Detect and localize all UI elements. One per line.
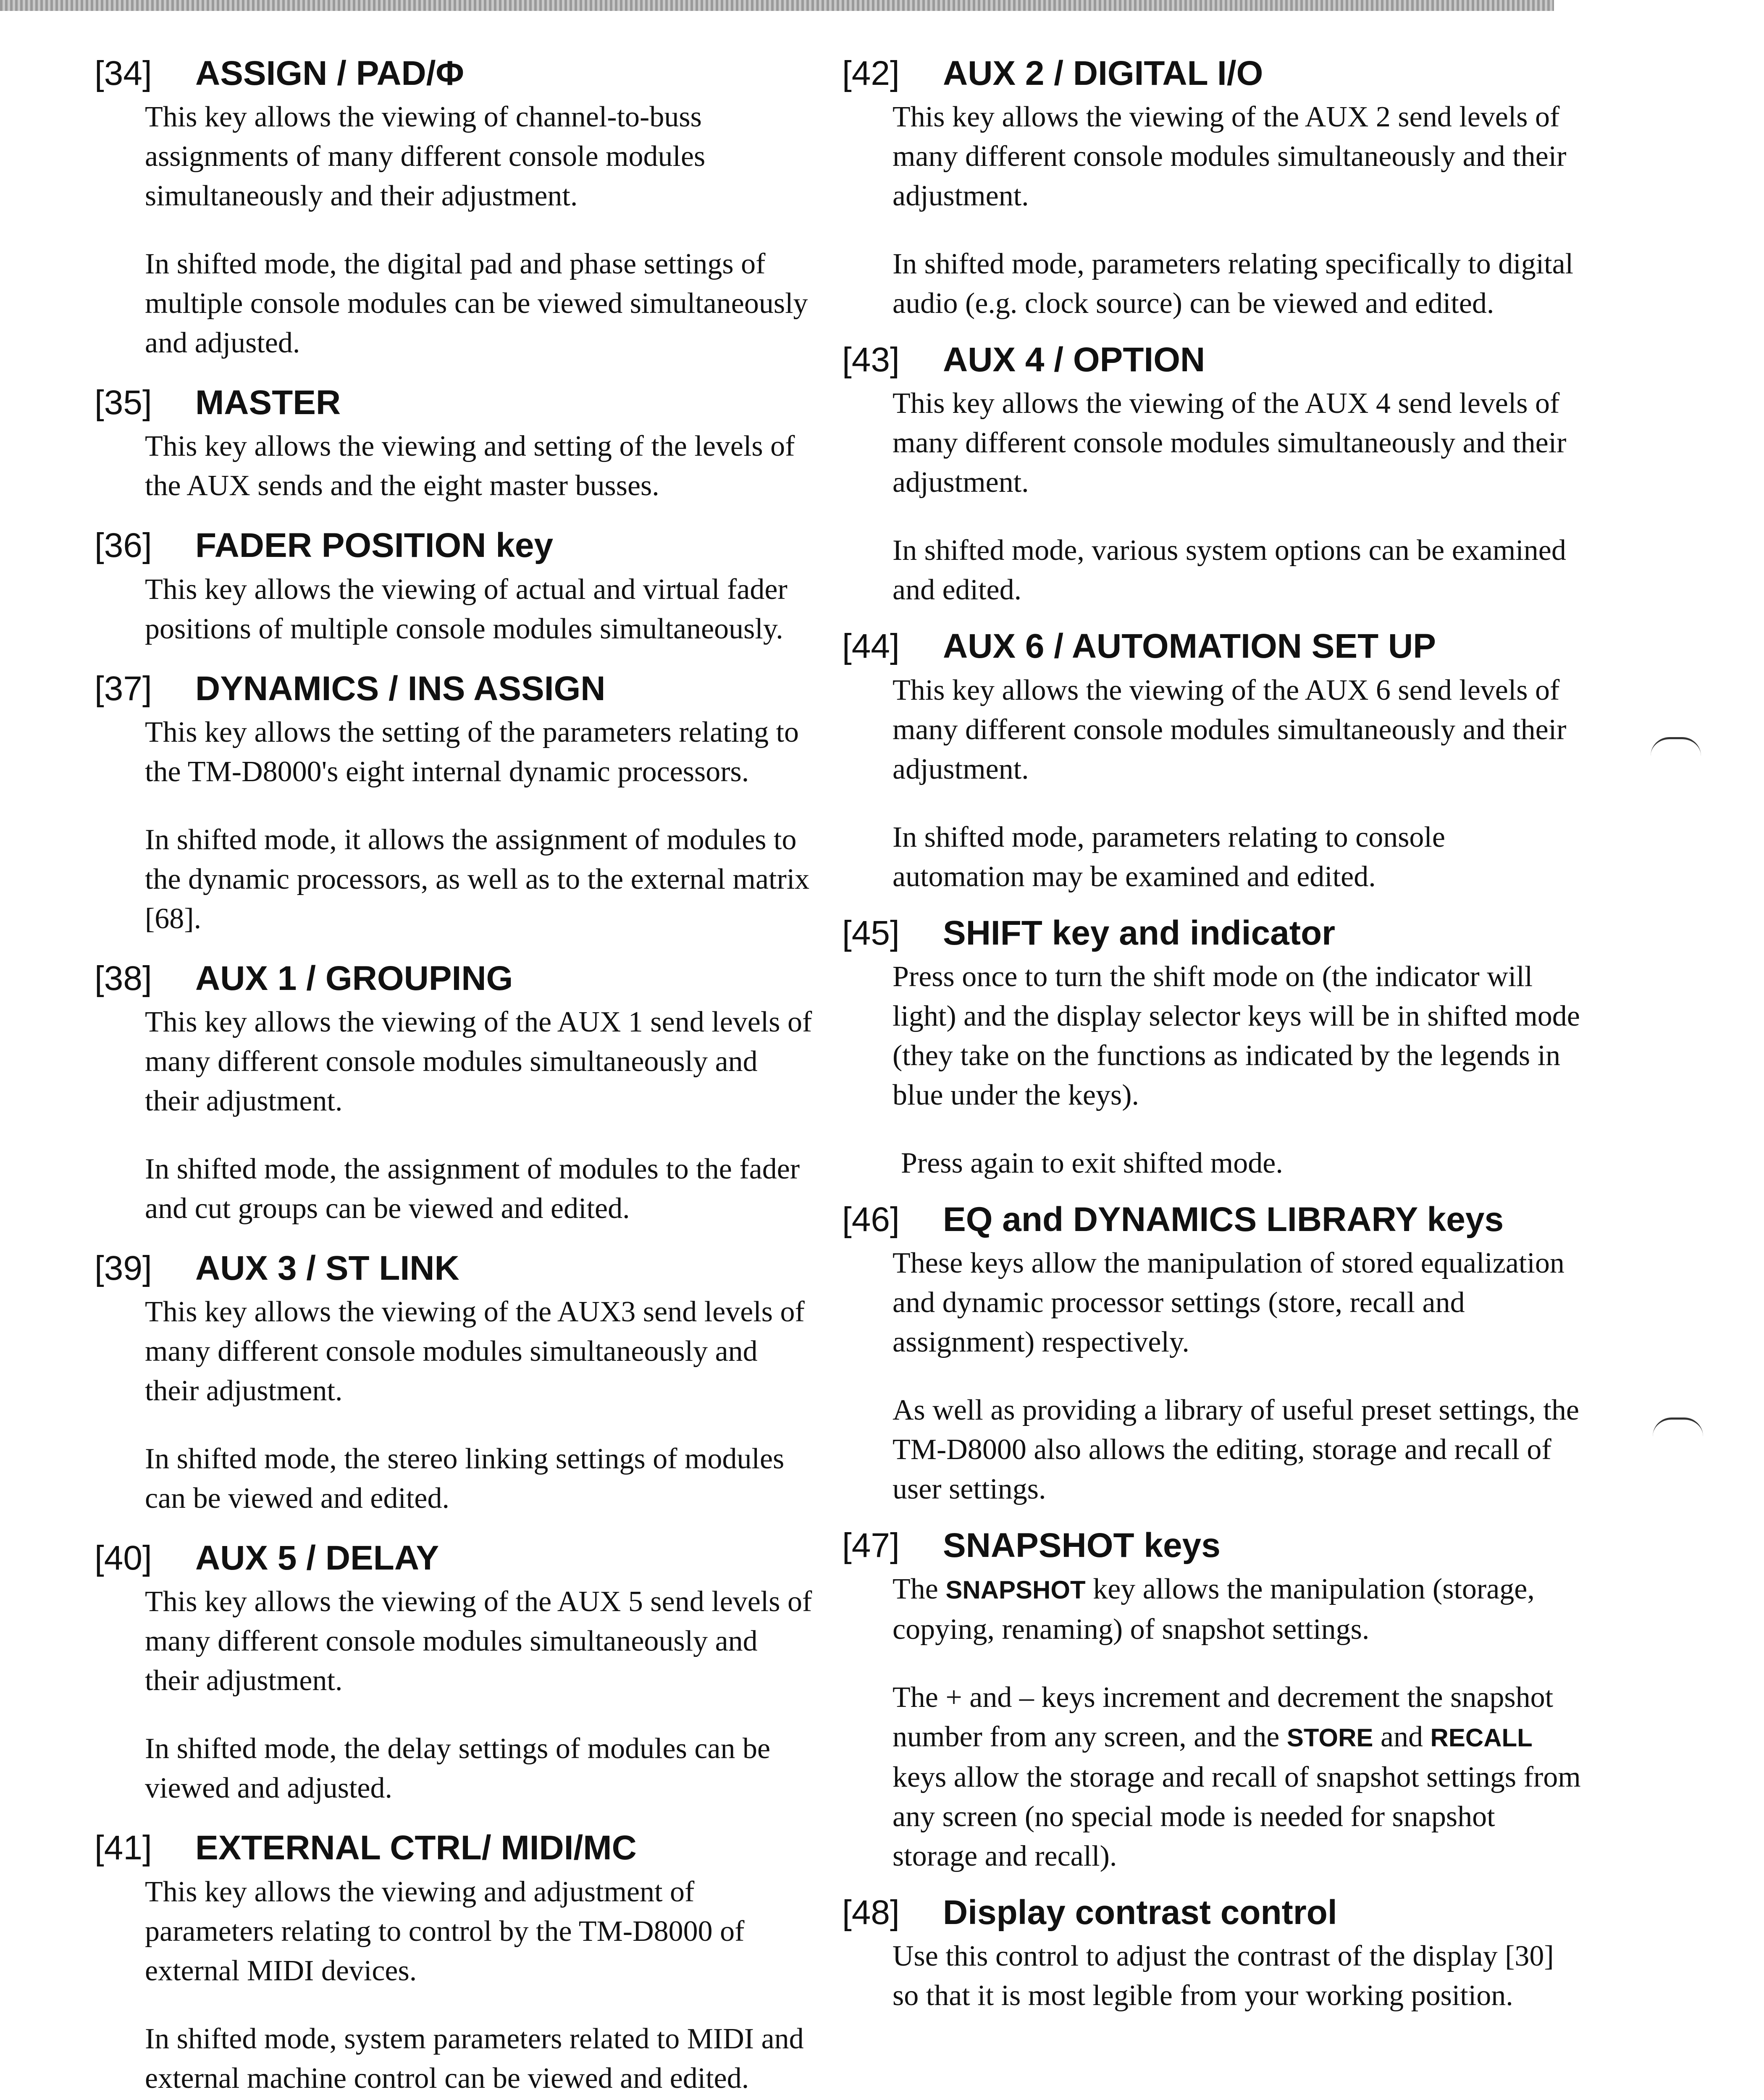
section-number: [34] — [94, 54, 152, 92]
section-heading — [94, 1250, 817, 1287]
section-number: [46] — [842, 1200, 900, 1239]
text-run: keys allow the storage and recall of snapshot settings from any screen (no special mode is needed for snapshot storage and recall). — [892, 1761, 1581, 1873]
section-37 — [94, 670, 817, 939]
section-40 — [94, 1539, 817, 1808]
section-48 — [842, 1894, 1581, 2016]
section-35 — [94, 384, 817, 506]
paragraph: In shifted mode, various system options can be examined and edited. — [892, 534, 1566, 606]
section-41 — [94, 1829, 817, 2098]
text-run: key allows the manipulation (storage, copying, renaming) of snapshot settings. — [892, 1573, 1535, 1646]
section-36 — [94, 527, 817, 648]
section-title: SNAPSHOT keys — [943, 1526, 1221, 1564]
paragraph: This key allows the setting of the parameters relating to the TM-D8000's eight internal dynamic processors. — [145, 716, 799, 788]
section-heading — [842, 627, 1581, 665]
paragraph: This key allows the viewing of the AUX 2 send levels of many different console modules simultaneously and their adjustment. — [892, 101, 1567, 213]
paragraph: In shifted mode, it allows the assignment of modules to the dynamic processors, as well as to the external matrix [68]. — [145, 823, 810, 935]
section-heading — [94, 55, 817, 92]
paragraph: This key allows the viewing of the AUX 4 send levels of many different console modules simultaneously and their adjustment. — [892, 387, 1567, 499]
section-number: [45] — [842, 914, 900, 952]
section-title: EQ and DYNAMICS LIBRARY keys — [943, 1200, 1504, 1239]
section-title: Display contrast control — [943, 1893, 1337, 1932]
section-heading — [842, 55, 1581, 92]
section-number: [38] — [94, 959, 152, 998]
section-heading — [842, 1527, 1581, 1564]
section-heading — [94, 1539, 817, 1577]
paragraph: This key allows the viewing and adjustment of parameters relating to control by the TM-D8000 of external MIDI devices. — [145, 1875, 745, 1987]
text-run: and — [1373, 1721, 1431, 1754]
section-title: FADER POSITION key — [195, 526, 554, 565]
section-number: [37] — [94, 669, 152, 708]
section-42 — [842, 55, 1581, 323]
top-scan-border — [0, 0, 1554, 11]
section-title: MASTER — [195, 383, 341, 422]
paragraph: This key allows the viewing of channel-to-buss assignments of many different console modules simultaneously and their adjustment. — [145, 101, 706, 213]
section-heading — [94, 384, 817, 422]
paragraph: These keys allow the manipulation of stored equalization and dynamic processor settings (store, recall and assignment) respectively. — [892, 1247, 1564, 1358]
section-title: SHIFT key and indicator — [943, 914, 1336, 952]
section-number: [41] — [94, 1829, 152, 1867]
paragraph: In shifted mode, the digital pad and phase settings of multiple console modules can be viewed simultaneously and adjusted. — [145, 248, 808, 360]
paragraph: Use this control to adjust the contrast of the display [30] so that it is most legible from your working position. — [892, 1940, 1554, 2012]
section-39 — [94, 1250, 817, 1518]
section-title: ASSIGN / PAD/Φ — [195, 54, 464, 92]
section-title: AUX 3 / ST LINK — [195, 1249, 459, 1287]
paragraph: This key allows the viewing of the AUX3 send levels of many different console modules simultaneously and their adjustment. — [145, 1296, 805, 1407]
section-title: AUX 1 / GROUPING — [195, 959, 513, 998]
section-heading — [842, 1894, 1581, 1932]
section-heading — [842, 341, 1581, 379]
section-45 — [842, 914, 1581, 1183]
section-number: [42] — [842, 54, 900, 92]
paragraph: In shifted mode, parameters relating specifically to digital audio (e.g. clock source) can be viewed and edited. — [892, 248, 1574, 320]
paragraph: In shifted mode, the assignment of modules to the fader and cut groups can be viewed and edited. — [145, 1152, 800, 1225]
paragraph: This key allows the viewing and setting of the levels of the AUX sends and the eight master busses. — [145, 430, 795, 502]
section-number: [47] — [842, 1526, 900, 1564]
section-number: [36] — [94, 526, 152, 565]
text-run: The + and – keys increment and decrement the snapshot number from any screen, and the — [892, 1681, 1554, 1754]
section-number: [43] — [842, 341, 900, 379]
right-column — [842, 55, 1581, 2033]
section-heading — [842, 1201, 1581, 1239]
section-number: [35] — [94, 383, 152, 422]
key-name: RECALL — [1430, 1724, 1533, 1752]
paragraph: Press once to turn the shift mode on (the indicator will light) and the display selector keys will be in shifted mode (they take on the functions as indicated by the legends in blue under the keys). — [892, 960, 1580, 1111]
text-run: The — [892, 1573, 946, 1606]
section-title: AUX 5 / DELAY — [195, 1539, 439, 1578]
section-number: [40] — [94, 1539, 152, 1578]
section-heading — [842, 914, 1581, 952]
section-38 — [94, 960, 817, 1228]
section-heading — [94, 1829, 817, 1867]
paragraph: In shifted mode, the stereo linking settings of modules can be viewed and edited. — [145, 1443, 785, 1515]
paragraph: This key allows the viewing of actual and virtual fader positions of multiple console modules simultaneously. — [145, 573, 788, 645]
section-title: EXTERNAL CTRL/ MIDI/MC — [195, 1829, 637, 1867]
section-34 — [94, 55, 817, 363]
section-44 — [842, 627, 1581, 896]
key-name: SNAPSHOT — [945, 1576, 1086, 1604]
paragraph: Press again to exit shifted mode. — [901, 1147, 1283, 1179]
left-column — [94, 55, 817, 2100]
paragraph — [892, 1678, 1581, 1876]
section-heading — [94, 960, 817, 998]
key-name: STORE — [1286, 1724, 1373, 1752]
section-heading — [94, 670, 817, 708]
paragraph: This key allows the viewing of the AUX 6 send levels of many different console modules simultaneously and their adjustment. — [892, 674, 1567, 785]
section-43 — [842, 341, 1581, 610]
margin-binding-mark — [1651, 737, 1701, 756]
paragraph: This key allows the viewing of the AUX 1 send levels of many different console modules simultaneously and their adjustment. — [145, 1005, 812, 1117]
paragraph: In shifted mode, system parameters related to MIDI and external machine control can be viewed and edited. — [145, 2022, 804, 2095]
section-title: AUX 6 / AUTOMATION SET UP — [943, 627, 1436, 666]
paragraph: As well as providing a library of useful preset settings, the TM-D8000 also allows the editing, storage and recall of user settings. — [892, 1394, 1579, 1505]
section-title: AUX 4 / OPTION — [943, 341, 1205, 379]
paragraph: In shifted mode, the delay settings of modules can be viewed and adjusted. — [145, 1732, 771, 1805]
margin-binding-mark — [1653, 1418, 1703, 1436]
paragraph: This key allows the viewing of the AUX 5 send levels of many different console modules simultaneously and their adjustment. — [145, 1586, 812, 1697]
section-number: [48] — [842, 1893, 900, 1932]
paragraph: In shifted mode, parameters relating to console automation may be examined and edited. — [892, 821, 1445, 893]
section-47 — [842, 1527, 1581, 1876]
section-number: [39] — [94, 1249, 152, 1287]
section-title: DYNAMICS / INS ASSIGN — [195, 669, 606, 708]
section-number: [44] — [842, 627, 900, 666]
paragraph — [892, 1570, 1581, 1649]
section-46 — [842, 1201, 1581, 1509]
section-heading — [94, 527, 817, 564]
section-title: AUX 2 / DIGITAL I/O — [943, 54, 1263, 92]
